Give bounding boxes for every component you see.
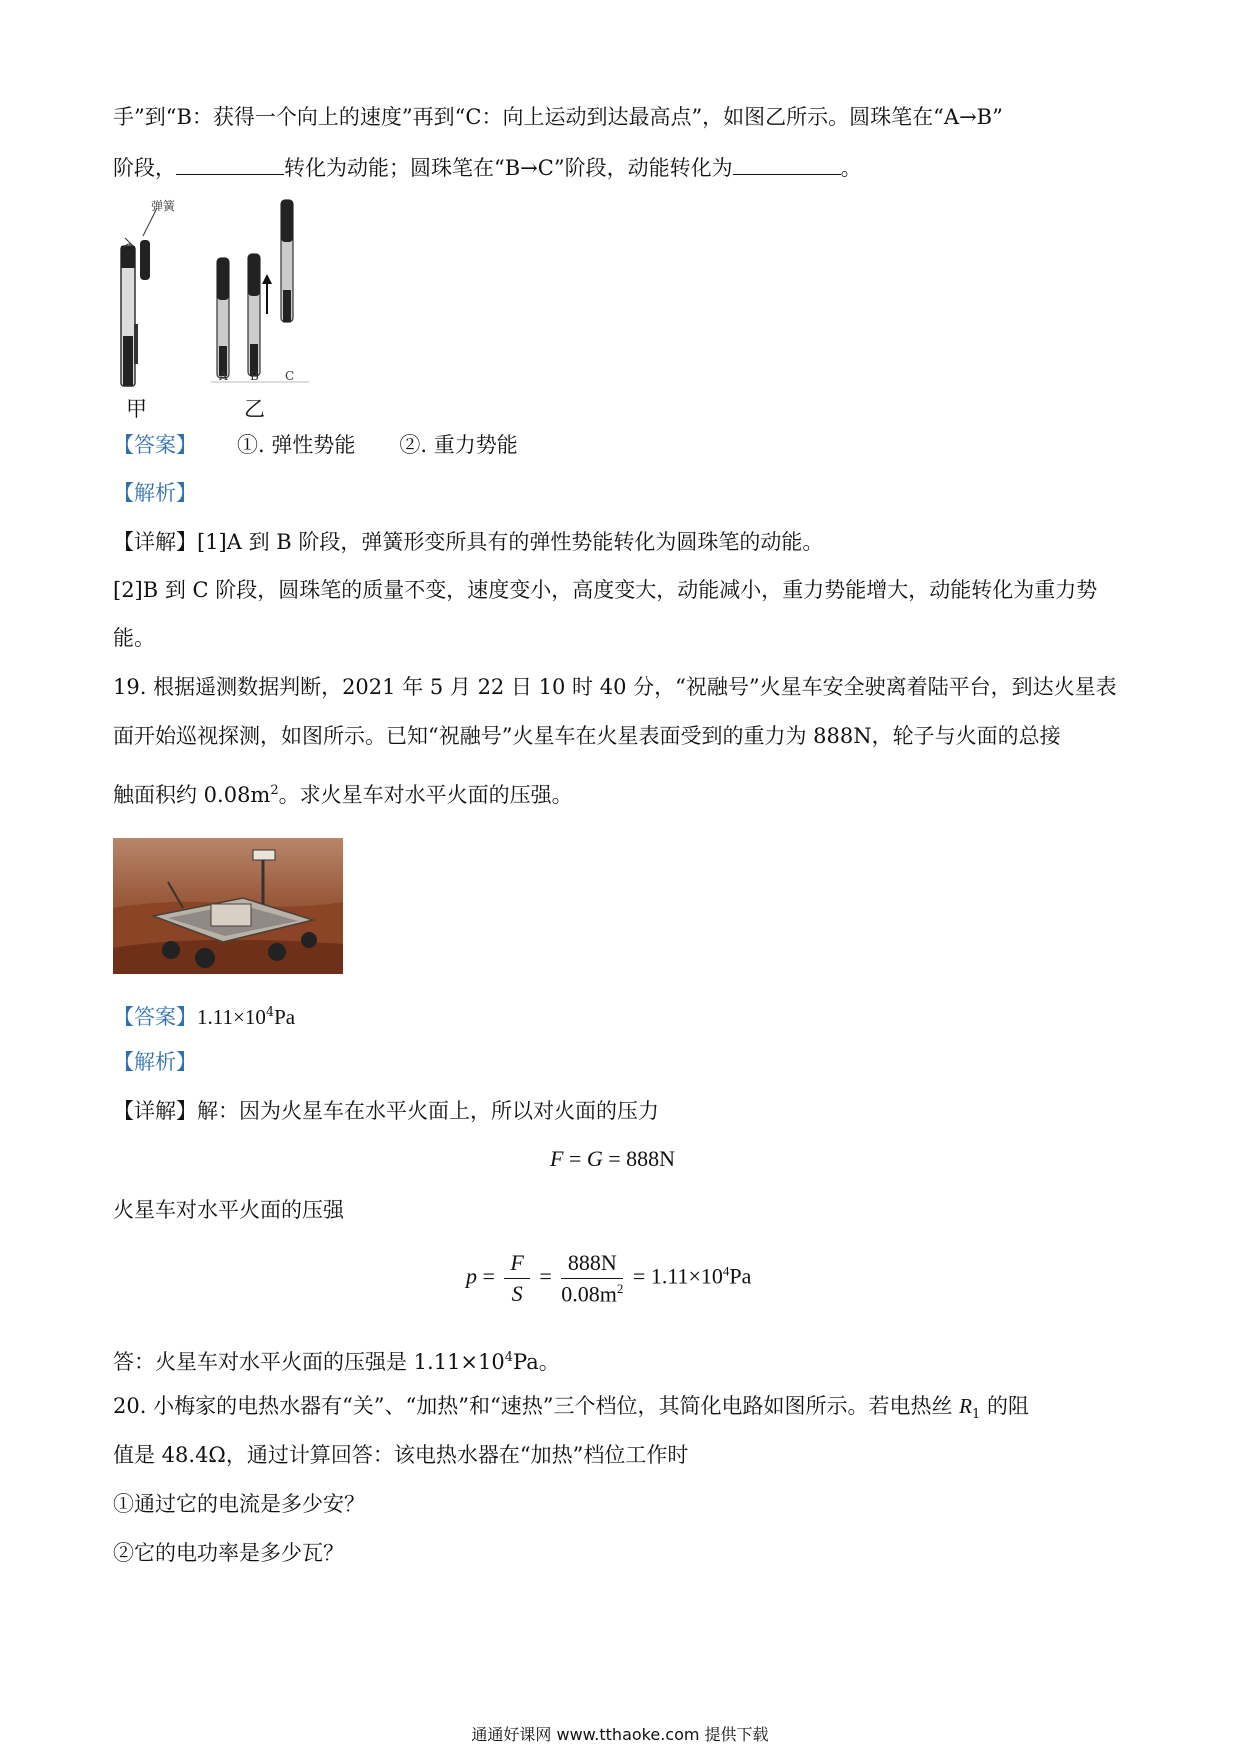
q18-line-1: 手”到“B：获得一个向上的速度”再到“C：向上运动到达最高点”，如图乙所示。圆珠笔在“A→B” — [113, 105, 1003, 129]
q18-detail-1: 【详解】[1]A 到 B 阶段，弹簧形变所具有的弹性势能转化为圆珠笔的动能。 — [113, 530, 824, 554]
label-C: C — [285, 369, 295, 383]
q18-detail-2a: [2]B 到 C 阶段，圆珠笔的质量不变，速度变小，高度变大，动能减小，重力势能增大，动能转化为重力势 — [113, 578, 1098, 602]
formula-pressure: p = $\frac{F}{S}$ = $\frac{888N}{0.08m^2}$ = $1.11\times 10^4Pa$ — [466, 1250, 752, 1307]
q20-item-2: ②它的电功率是多少瓦？ — [113, 1541, 344, 1565]
answer-1: ①. 弹性势能 — [237, 433, 356, 457]
q20-line-1: 20. 小梅家的电热水器有“关”、“加热”和“速热”三个档位，其简化电路如图所示。若电热丝 $R_1$ 的阻 — [113, 1394, 1029, 1423]
caption-jia: 甲 — [126, 397, 147, 421]
q18-answer — [113, 430, 518, 460]
fraction-F-over-S: $\frac{F}{S}$ — [504, 1250, 529, 1307]
q19-conclusion: 答：火星车对水平火面的压强是 $1.11\times 10^4Pa$。 — [113, 1350, 560, 1374]
label-A: A — [219, 369, 228, 383]
pen-B — [248, 254, 260, 376]
pen-figure — [113, 196, 313, 396]
up-arrow-head — [262, 274, 272, 284]
footer: 通通好课网 www.tthaoke.com 提供下载 — [471, 1725, 769, 1744]
q19-answer: 【答案】$1.11\times 10^4Pa$ — [113, 1005, 296, 1029]
q19-line-2: 面开始巡视探测，如图所示。已知“祝融号”火星车在火星表面受到的重力为 888N，轮子与火面的总接 — [113, 724, 1061, 748]
q18-detail-2b: 能。 — [113, 626, 155, 650]
pen-A — [217, 258, 229, 378]
answer-tag: 【答案】 — [113, 433, 197, 457]
q18-line-2: 阶段， 转化为动能；圆珠笔在“B→C”阶段，动能转化为 。 — [113, 152, 862, 183]
q20-line-2: 值是 48.4Ω，通过计算回答：该电热水器在“加热”档位工作时 — [113, 1443, 689, 1467]
q19-analysis-tag: 【解析】 — [113, 1050, 197, 1074]
blank-1 — [176, 152, 284, 175]
q19-detail-2: 火星车对水平火面的压强 — [113, 1198, 344, 1222]
formula-force: F = G = 888N — [550, 1146, 676, 1171]
answer-2: ②. 重力势能 — [399, 433, 518, 457]
caption-yi: 乙 — [244, 397, 265, 421]
fraction-values: $\frac{888N}{0.08m^2}$ — [561, 1250, 624, 1307]
mars-rover-image — [113, 838, 343, 974]
spring-label: 弹簧 — [151, 199, 176, 213]
q19-line-1: 19. 根据遥测数据判断，2021 年 5 月 22 日 10 时 40 分，“祝融号”火星车安全驶离着陆平台，到达火星表 — [113, 675, 1117, 699]
q19-line-3: 触面积约 $0.08m^2$。求火星车对水平火面的压强。 — [113, 783, 573, 807]
q20-item-1: ①通过它的电流是多少安？ — [113, 1492, 365, 1516]
pen-jia — [121, 238, 150, 386]
q19-detail-1: 【详解】解：因为火星车在水平火面上，所以对火面的压力 — [113, 1099, 659, 1123]
q18-analysis-tag: 【解析】 — [113, 481, 197, 505]
pen-C — [281, 200, 293, 322]
label-B: B — [250, 369, 259, 383]
blank-2 — [733, 152, 841, 175]
